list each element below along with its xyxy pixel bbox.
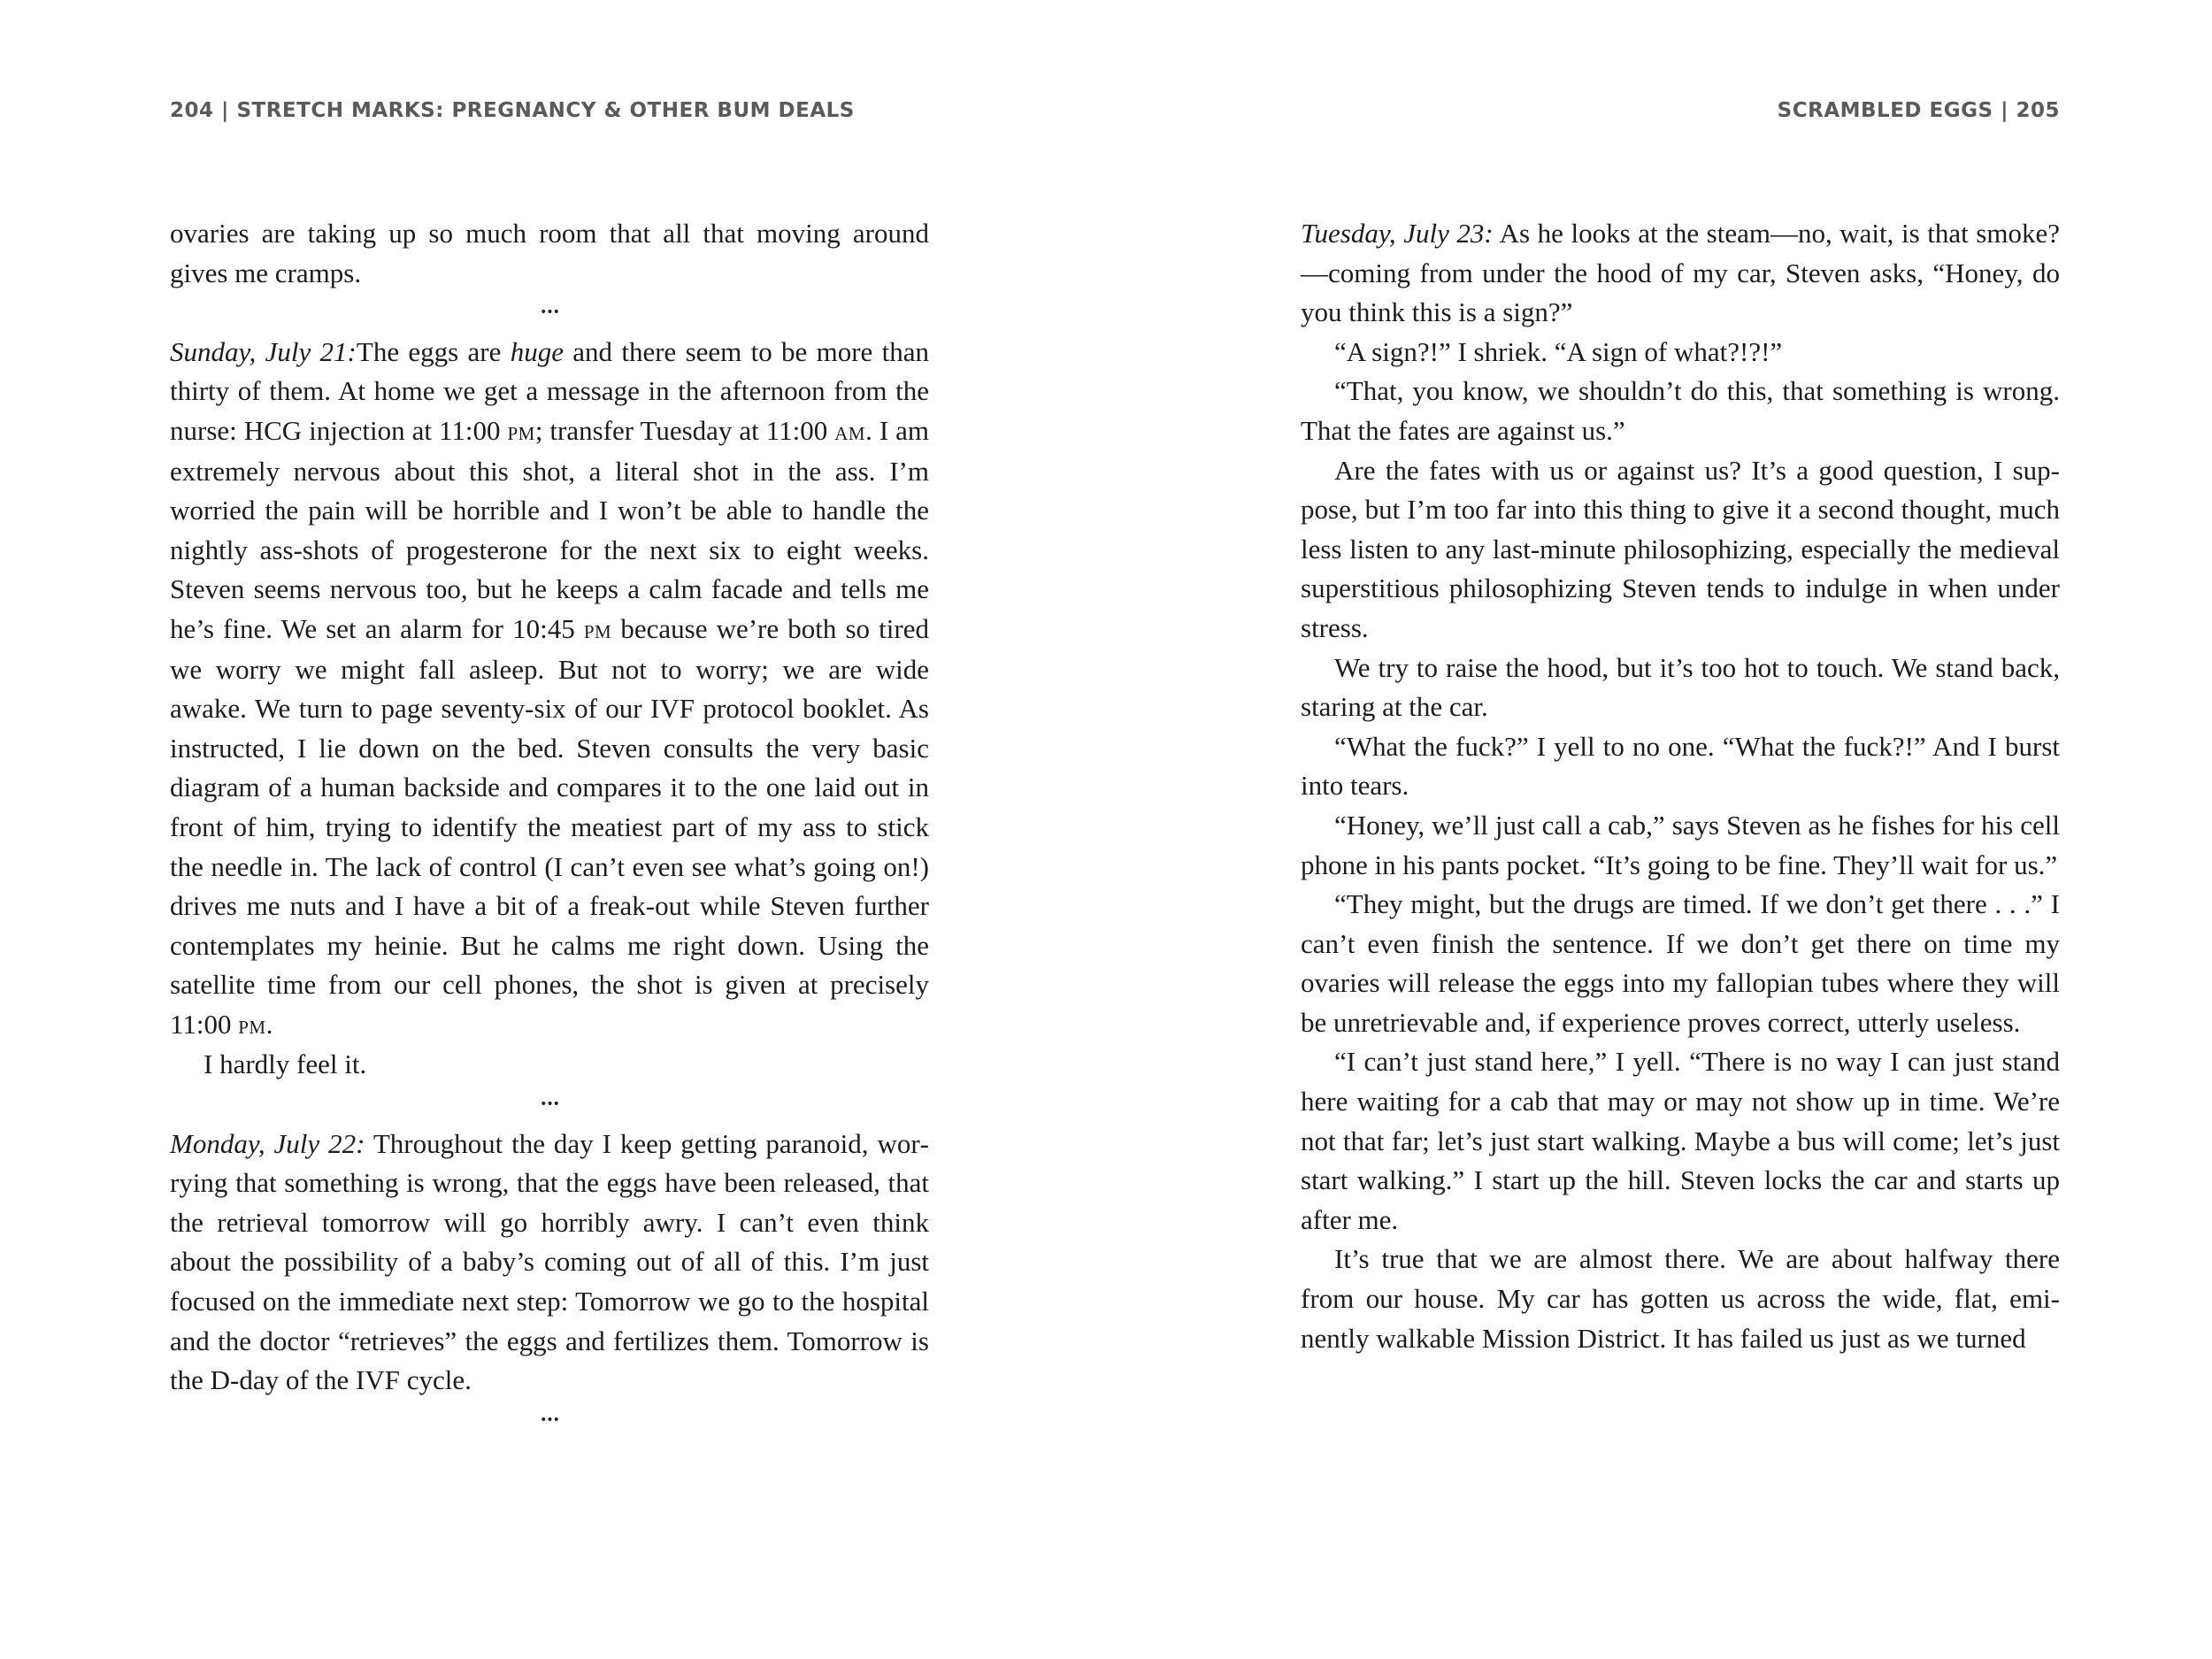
paragraph-fates-against: “That, you know, we shouldn’t do this, that something is wrong. That the fates are against us.” (1301, 375, 2060, 446)
paragraph-monday-july-22: Monday, July 22: Throughout the day I keep getting paranoid, worrying that something is wrong, that the eggs have been released, that the retrieval tomorrow will go horribly awry. I can’t even think about the possibility of a baby’s coming out of all of this. I’m just focused on the immediate next step: Tomorrow we go to the hospital and the doctor “retrieves” the eggs and fertilizes them. Tomorrow is the D-day of the IVF cycle. (170, 1127, 929, 1396)
left-running-head (170, 99, 929, 122)
paragraph-hardly-feel: I hardly feel it. (204, 1048, 367, 1080)
paragraph-what-the: “What the fuck?” I yell to no one. “What the fuck?!” And I burst into tears. (1301, 730, 2060, 802)
left-page (170, 0, 929, 1659)
dateline-monday: Monday, July 22: (170, 1127, 365, 1159)
paragraph-fates-question: Are the fates with us or against us? It’s a good question, I suppose, but I’m too far into this thing to give it a second thought, much less listen to any last-minute philosophizing, especially the medieval superstitious philosophizing Steven tends to indulge in when under stress. (1301, 454, 2060, 643)
running-head-divider: | (221, 99, 229, 122)
dateline-sunday: Sunday, July 21: (170, 335, 357, 367)
paragraph-almost-there: It’s true that we are almost there. We are about halfway there from our house. My car has gotten us across the wide, flat, eminently walkable Mission District. It has failed us just as we turned (1301, 1243, 2060, 1354)
paragraph-ovaries: ovaries are taking up so much room that all that moving around gives me cramps. (170, 218, 929, 288)
paragraph-tuesday-july-23: Tuesday, July 23: As he looks at the steam—no, wait, is that smoke?—coming from under the hood of my car, Steven asks, “Honey, do you think this is a sign?” (1301, 218, 2061, 328)
right-running-head (1301, 99, 2060, 122)
section-separator: ••• (540, 305, 559, 320)
left-page-number: 204 (170, 99, 214, 122)
chapter-title: SCRAMBLED EGGS (1777, 99, 1993, 122)
section-separator: ••• (540, 1412, 559, 1427)
running-head-divider: | (2001, 99, 2008, 122)
paragraph-stand-here: “I can’t just stand here,” I yell. “There is no way I can just stand here waiting for a cab that may or may not show up in time. We’re not that far; let’s just start walking. Maybe a bus will come; let’s just start walking.” I start up the hill. Steven locks the car and starts up after me. (1301, 1046, 2060, 1235)
right-body-text (1301, 214, 2060, 1358)
paragraph-sunday-july-21: Sunday, July 21:The eggs are huge and there seem to be more than thirty of them. At home we get a message in the afternoon from the nurse: HCG injection at 11:00 pm; transfer Tuesday at 11:00 am. I am extremely nervous about this shot, a literal shot in the ass. I’m worried the pain will be horrible and I won’t be able to handle the nightly ass-shots of progesterone for the next six to eight weeks. Steven seems nervous too, but he keeps a calm facade and tells me he’s fine. We set an alarm for 10:45 pm because we’re both so tired we worry we might fall asleep. But not to worry; we are wide awake. We turn to page seventy-six of our IVF protocol booklet. As instructed, I lie down on the bed. Steven consults the very basic diagram of a human backside and compares it to the one laid out in front of him, trying to identify the meatiest part of my ass to stick the needle in. The lack of control (I can’t even see what’s going on!) drives me nuts and I have a bit of a freak-out while Steven further contemplates my heinie. But he calms me right down. Using the satellite time from our cell phones, the shot is given at precisely 11:00 pm. (170, 335, 929, 1040)
book-title: STRETCH MARKS: PREGNANCY & OTHER BUM DEALS (236, 99, 855, 122)
dateline-tuesday: Tuesday, July 23: (1301, 218, 1494, 249)
paragraph-drugs-timed: “They might, but the drugs are timed. If we don’t get there . . .” I can’t even finish the sentence. If we don’t get there on time my ovaries will release the eggs into my fallopian tubes where they will be unretrievable and, if experience proves correct, utterly useless. (1301, 888, 2060, 1038)
time-suffix: pm (583, 615, 612, 644)
paragraph-a-sign: “A sign?!” I shriek. “A sign of what?!?!” (1334, 335, 1783, 367)
time-suffix: pm (238, 1010, 266, 1040)
right-page (1301, 0, 2060, 1659)
left-body-text (170, 214, 929, 1440)
emphasis-huge: huge (510, 335, 564, 367)
right-page-number: 205 (2016, 99, 2060, 122)
time-suffix: am (834, 417, 866, 446)
paragraph-call-cab: “Honey, we’ll just call a cab,” says Steven as he fishes for his cell phone in his pants pocket. “It’s going to be fine. They’ll wait for us.” (1301, 809, 2060, 880)
section-separator: ••• (540, 1097, 559, 1112)
paragraph-raise-hood: We try to raise the hood, but it’s too hot to touch. We stand back, staring at the car. (1301, 651, 2060, 723)
time-suffix: pm (507, 417, 535, 446)
